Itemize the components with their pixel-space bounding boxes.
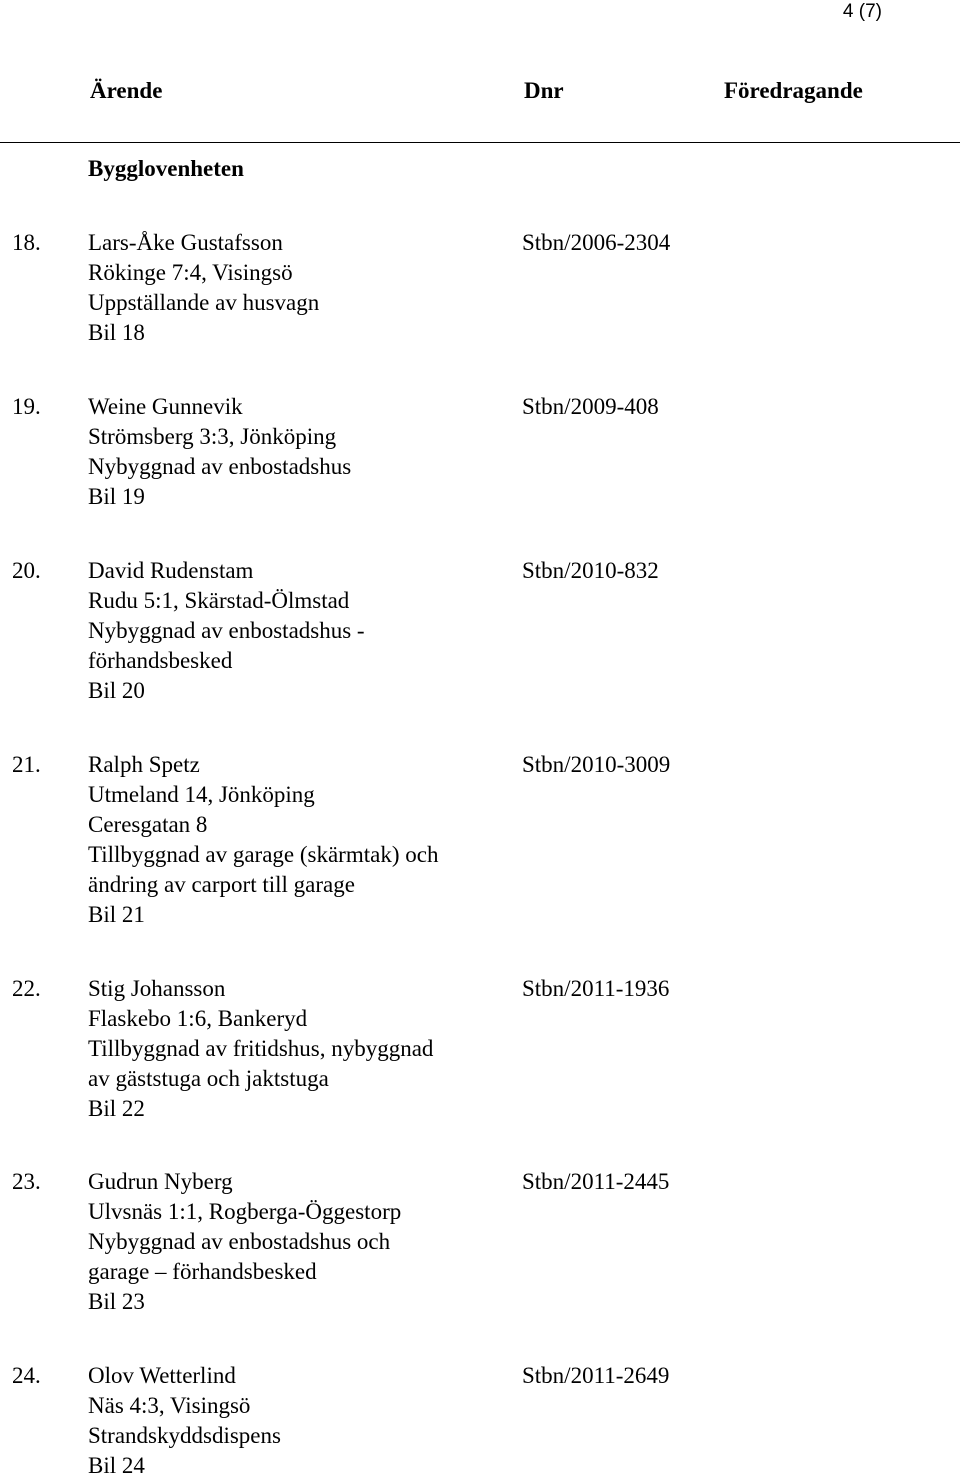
case-line: Bil 18 (88, 320, 145, 345)
case-applicant: Olov Wetterlind (88, 1363, 236, 1388)
case-applicant: David Rudenstam (88, 558, 254, 583)
case-line: Nybyggnad av enbostadshus - (88, 618, 365, 643)
case-description (88, 750, 508, 930)
case-line: Bil 20 (88, 678, 145, 703)
case-number: 20. (12, 558, 41, 583)
case-dnr: Stbn/2011-2649 (522, 1363, 670, 1388)
case-line: Uppställande av husvagn (88, 290, 320, 315)
case-line: ändring av carport till garage (88, 872, 355, 897)
case-line: Utmeland 14, Jönköping (88, 782, 315, 807)
case-line: Bil 21 (88, 902, 145, 927)
case-line: Tillbyggnad av fritidshus, nybyggnad (88, 1036, 434, 1061)
case-dnr: Stbn/2011-2445 (522, 1169, 670, 1194)
case-number: 24. (12, 1363, 41, 1388)
case-line: Ulvsnäs 1:1, Rogberga-Öggestorp (88, 1199, 402, 1224)
case-line: Bil 22 (88, 1096, 145, 1121)
case-applicant: Lars-Åke Gustafsson (88, 230, 283, 255)
header-arende: Ärende (90, 78, 163, 103)
case-line: Rudu 5:1, Skärstad-Ölmstad (88, 588, 350, 613)
case-number: 21. (12, 752, 41, 777)
case-line: Rökinge 7:4, Visingsö (88, 260, 293, 285)
case-applicant: Ralph Spetz (88, 752, 200, 777)
case-line: Bil 19 (88, 484, 145, 509)
header-foredragande: Föredragande (724, 78, 863, 103)
case-description (88, 974, 508, 1124)
case-applicant: Gudrun Nyberg (88, 1169, 233, 1194)
case-number: 22. (12, 976, 41, 1001)
case-description (88, 556, 508, 706)
case-dnr: Stbn/2010-832 (522, 558, 659, 583)
case-description (88, 1361, 508, 1481)
case-applicant: Stig Johansson (88, 976, 226, 1001)
section-title: Bygglovenheten (88, 156, 244, 181)
case-dnr: Stbn/2010-3009 (522, 752, 671, 777)
column-header (0, 74, 960, 108)
case-line: Näs 4:3, Visingsö (88, 1393, 251, 1418)
case-description (88, 228, 508, 348)
case-dnr: Stbn/2009-408 (522, 394, 659, 419)
case-line: Bil 23 (88, 1289, 145, 1314)
case-number: 23. (12, 1169, 41, 1194)
case-line: Ceresgatan 8 (88, 812, 208, 837)
case-description (88, 1167, 508, 1317)
case-description (88, 392, 508, 512)
case-line: Tillbyggnad av garage (skärmtak) och (88, 842, 439, 867)
case-line: garage – förhandsbesked (88, 1259, 317, 1284)
case-line: Nybyggnad av enbostadshus (88, 454, 352, 479)
header-dnr: Dnr (524, 78, 564, 103)
case-dnr: Stbn/2006-2304 (522, 230, 671, 255)
page-number: 4 (7) (842, 1, 882, 22)
case-line: förhandsbesked (88, 648, 233, 673)
case-line: Nybyggnad av enbostadshus och (88, 1229, 391, 1254)
case-dnr: Stbn/2011-1936 (522, 976, 670, 1001)
case-line: Strandskyddsdispens (88, 1423, 281, 1448)
case-number: 19. (12, 394, 41, 419)
case-applicant: Weine Gunnevik (88, 394, 243, 419)
header-divider (0, 142, 960, 143)
case-number: 18. (12, 230, 41, 255)
case-line: Bil 24 (88, 1453, 145, 1478)
case-line: Strömsberg 3:3, Jönköping (88, 424, 337, 449)
case-line: av gäststuga och jaktstuga (88, 1066, 329, 1091)
case-line: Flaskebo 1:6, Bankeryd (88, 1006, 308, 1031)
